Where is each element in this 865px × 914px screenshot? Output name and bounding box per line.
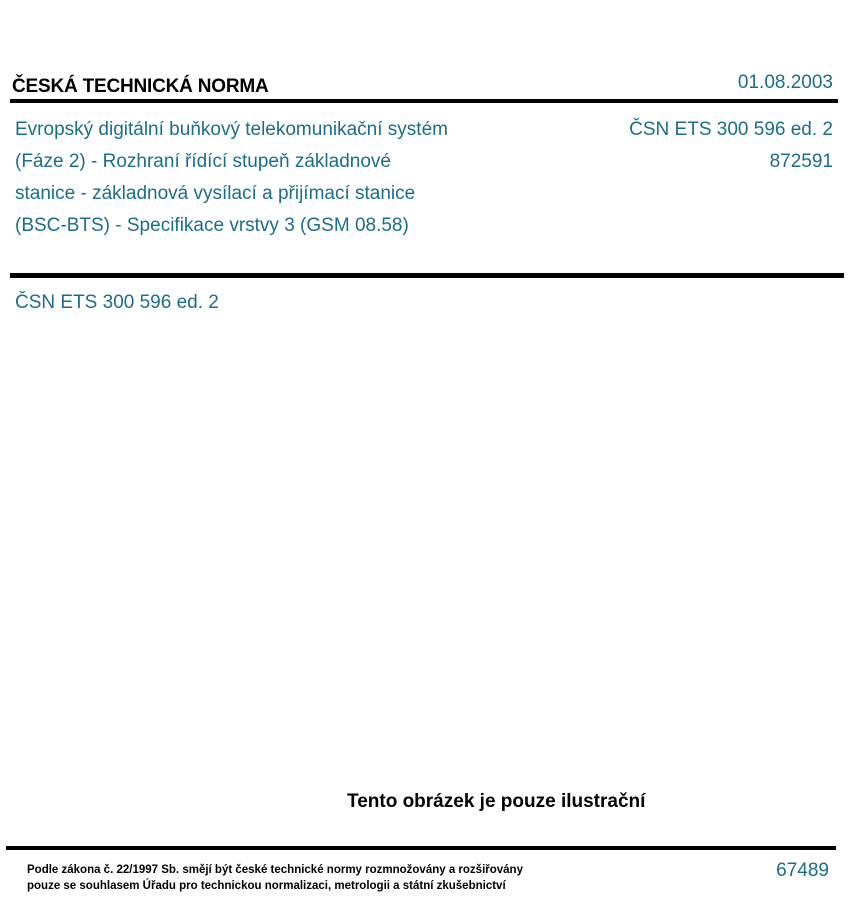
standard-code-repeat: ČSN ETS 300 596 ed. 2	[15, 292, 219, 313]
document-type-title: ČESKÁ TECHNICKÁ NORMA	[12, 76, 269, 97]
document-number: 67489	[776, 860, 829, 881]
standard-title-line: Evropský digitální buňkový telekomunikační systém	[15, 119, 448, 140]
standard-title-line: stanice - základnová vysílací a přijímací stanice	[15, 183, 416, 204]
title-divider	[10, 273, 844, 278]
legal-notice-line: Podle zákona č. 22/1997 Sb. smějí být české technické normy rozmnožovány a rozšiřovány	[27, 864, 523, 876]
standard-code: ČSN ETS 300 596 ed. 2	[629, 119, 833, 140]
illustration-note: Tento obrázek je pouze ilustrační	[347, 791, 646, 812]
classification-number: 872591	[769, 151, 833, 172]
legal-notice-line: pouze se souhlasem Úřadu pro technickou normalizaci, metrologii a státní zkušebnictví	[27, 880, 506, 892]
legal-notice	[27, 862, 523, 894]
standard-title	[15, 114, 535, 242]
footer-divider	[6, 846, 836, 850]
header-divider	[10, 99, 838, 103]
publication-date: 01.08.2003	[737, 72, 833, 93]
standard-title-line: (BSC-BTS) - Specifikace vrstvy 3 (GSM 08.58)	[15, 215, 409, 236]
standard-title-line: (Fáze 2) - Rozhraní řídící stupeň základnové	[15, 151, 391, 172]
